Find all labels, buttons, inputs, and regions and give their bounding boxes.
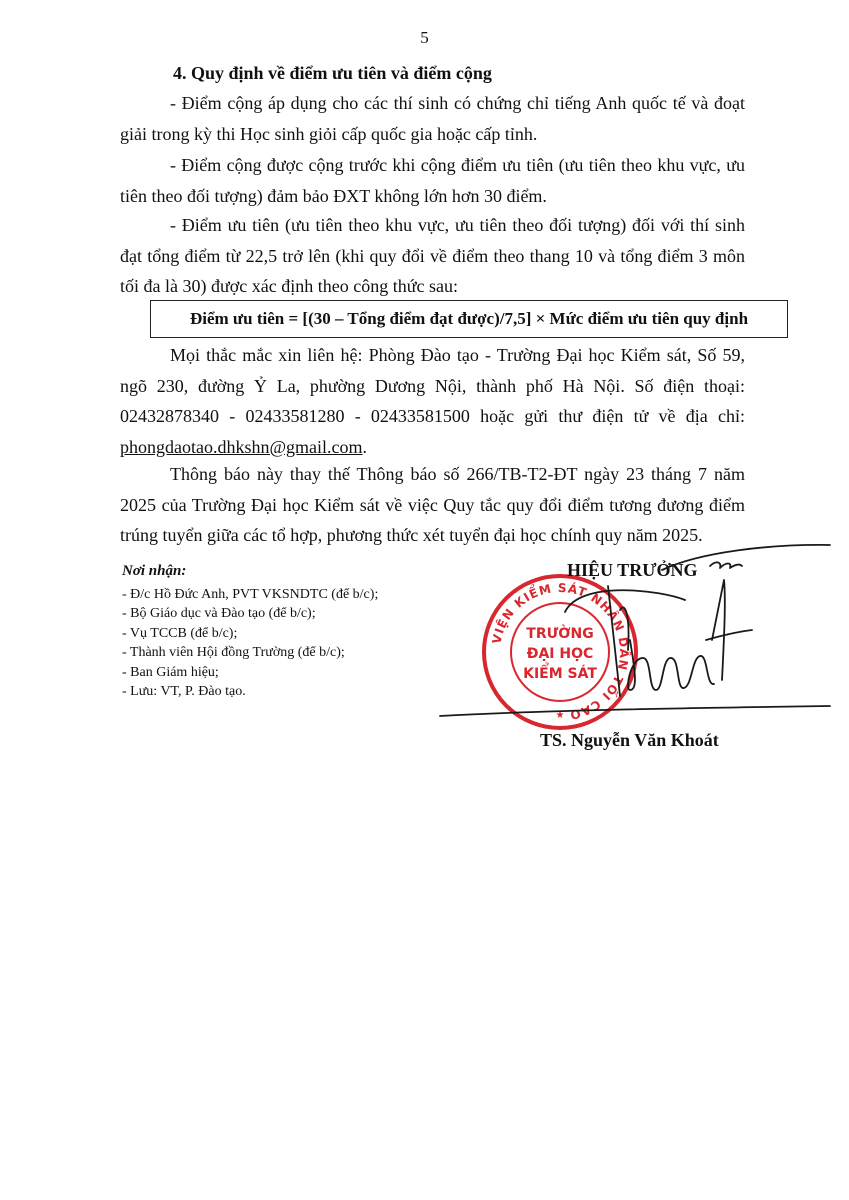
recipient-item: - Lưu: VT, P. Đào tạo. [122,684,246,699]
paragraph-contact [120,340,745,462]
recipient-item: - Thành viên Hội đồng Trường (để b/c); [122,645,345,660]
paragraph-priority-rule: - Điểm ưu tiên (ưu tiên theo khu vực, ưu tiên theo đối tượng) đối với thí sinh đạt tổng điểm từ 22,5 trở lên (khi quy đổi về điểm theo thang 10 và tổng điểm 3 môn tối đa là 30) được xác định theo công thức sau: [120,215,745,296]
signature-title: HIỆU TRƯỞNG [567,560,698,580]
signer-name: TS. Nguyễn Văn Khoát [540,730,719,750]
paragraph-bonus-applies: - Điểm cộng áp dụng cho các thí sinh có chứng chỉ tiếng Anh quốc tế và đoạt giải trong kỳ thi Học sinh giỏi cấp quốc gia hoặc cấp tỉnh. [120,93,745,144]
handwritten-signature-icon [430,540,840,730]
contact-end: . [362,436,368,457]
formula-text: Điểm ưu tiên = [(30 – Tổng điểm đạt được)/7,5] × Mức điểm ưu tiên quy định [189,309,749,328]
seal-outer-text: VIỆN KIỂM SÁT NHÂN DÂN TỐI CAO [489,580,632,723]
seal-line-1: TRƯỜNG [526,626,594,642]
seal-line-3: KIỂM SÁT [523,666,597,682]
page-number: 5 [420,28,429,47]
seal-line-2: ĐẠI HỌC [526,646,594,662]
recipients-block [122,562,378,702]
paragraph-replacement-notice: Thông báo này thay thế Thông báo số 266/TB-T2-ĐT ngày 23 tháng 7 năm 2025 của Trường Đại học Kiểm sát về việc Quy tắc quy đổi điểm tương đương điểm trúng tuyển giữa các tổ hợp, phương thức xét tuyển đại học chính quy năm 2025. [120,464,745,545]
recipient-item: - Đ/c Hồ Đức Anh, PVT VKSNDTC (để b/c); [122,586,379,602]
recipient-item: - Vụ TCCB (để b/c); [122,625,238,641]
svg-text:★: ★ [555,710,565,721]
contact-text: Mọi thắc mắc xin liên hệ: Phòng Đào tạo - Trường Đại học Kiểm sát, Số 59, ngõ 230, đường Ỷ La, phường Dương Nội, thành phố Hà Nội. Số điện thoại: 02432878340 - 02433581280 - 02433581500 hoặc gửi thư điện tử về địa chỉ: [120,345,745,426]
recipients-title: Nơi nhận: [122,563,187,579]
contact-email-link[interactable]: phongdaotao.dhkshn@gmail.com [120,436,363,457]
formula-box [150,300,788,338]
paragraph-bonus-order: - Điểm cộng được cộng trước khi cộng điểm ưu tiên (ưu tiên theo khu vực, ưu tiên theo đối tượng) đảm bảo ĐXT không lớn hơn 30 điểm. [120,155,745,206]
recipient-item: - Ban Giám hiệu; [122,664,219,680]
section-heading: 4. Quy định về điểm ưu tiên và điểm cộng [173,63,492,83]
recipient-item: - Bộ Giáo dục và Đào tạo (để b/c); [122,606,316,621]
